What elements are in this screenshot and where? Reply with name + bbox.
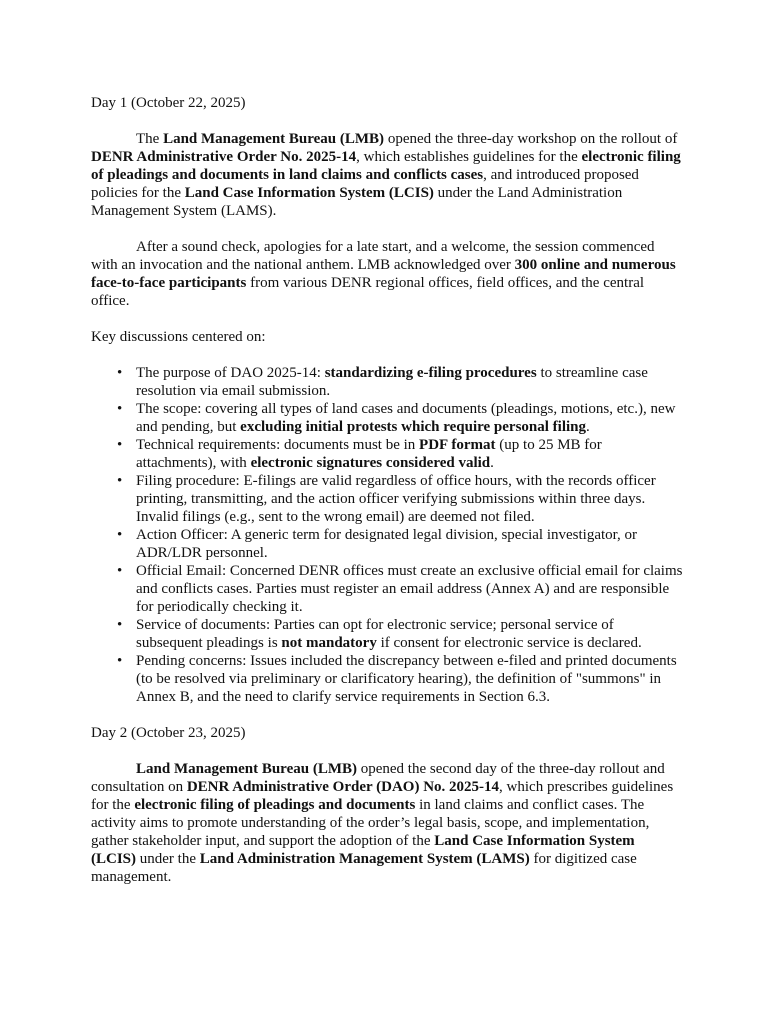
bullet-icon: • — [117, 653, 123, 669]
bullet-icon: • — [117, 473, 123, 489]
day2-heading: Day 2 (October 23, 2025) — [91, 725, 246, 741]
bold-text: 300 online and numerous face-to-face participants — [91, 257, 676, 291]
bold-text: electronic filing of pleadings and documents — [134, 797, 416, 813]
bold-text: standardizing e-filing procedures — [324, 365, 537, 381]
list-item-text: The scope: covering all types of land cases and documents (pleadings, motions, etc.), new and pending, but excluding initial protests which require personal filing. — [136, 401, 676, 435]
list-item — [117, 526, 683, 562]
list-item — [117, 364, 683, 400]
bullet-icon: • — [117, 527, 123, 543]
day1-paragraph-1: The Land Management Bureau (LMB) opened the three-day workshop on the rollout of DENR Administrative Order No. 2025-14, which establishes guidelines for the electronic filing of pleadings and documents in land claims and conflicts cases, and introduced proposed policies for the Land Case Information System (LCIS) under the Land Administration Management System (LAMS). — [91, 131, 681, 219]
bullet-icon: • — [117, 437, 123, 453]
day2-paragraph-1: Land Management Bureau (LMB) opened the second day of the three-day rollout and consultation on DENR Administrative Order (DAO) No. 2025-14, which prescribes guidelines for the electronic filing of pleadings and documents in land claims and conflict cases. The activity aims to promote understanding of the order’s legal basis, scope, and implementation, gather stakeholder input, and support the adoption of the Land Case Information System (LCIS) under the Land Administration Management System (LAMS) for digitized case management. — [91, 761, 674, 885]
bullet-icon: • — [117, 563, 123, 579]
bold-text: not mandatory — [281, 635, 377, 651]
bold-text: Land Case Information System (LCIS) — [184, 185, 434, 201]
bold-text: DENR Administrative Order (DAO) No. 2025-14 — [186, 779, 500, 795]
bold-text: Land Administration Management System (LAMS) — [199, 851, 530, 867]
key-discussions-list — [91, 364, 683, 706]
list-item — [117, 616, 683, 652]
day1-heading: Day 1 (October 22, 2025) — [91, 95, 246, 111]
day1-paragraph-2: After a sound check, apologies for a late start, and a welcome, the session commenced with an invocation and the national anthem. LMB acknowledged over 300 online and numerous face-to-face participants from various DENR regional offices, field offices, and the central office. — [91, 239, 676, 309]
list-item-text: The purpose of DAO 2025-14: standardizing e-filing procedures to streamline case resolution via email submission. — [136, 365, 648, 399]
bullet-icon: • — [117, 617, 123, 633]
bold-text: electronic filing of pleadings and documents in land claims and conflicts cases — [91, 149, 681, 183]
list-item-text: Filing procedure: E-filings are valid regardless of office hours, with the records officer printing, transmitting, and the action officer verifying submissions within three days. Invalid filings (e.g., sent to the wrong email) are deemed not filed. — [136, 473, 656, 525]
document-body — [91, 94, 683, 904]
list-item-text: Official Email: Concerned DENR offices must create an exclusive official email for claims and conflicts cases. Parties must register an email address (Annex A) and are responsible for periodically checking it. — [136, 563, 683, 615]
list-item — [117, 562, 683, 616]
list-item — [117, 652, 683, 706]
bold-text: excluding initial protests which require personal filing — [240, 419, 587, 435]
bullet-icon: • — [117, 401, 123, 417]
bullet-icon: • — [117, 365, 123, 381]
key-discussions-intro: Key discussions centered on: — [91, 329, 266, 345]
list-item-text: Service of documents: Parties can opt for electronic service; personal service of subsequent pleadings is not mandatory if consent for electronic service is declared. — [136, 617, 642, 651]
bold-text: Land Management Bureau (LMB) — [163, 131, 385, 147]
list-item-text: Technical requirements: documents must be in PDF format (up to 25 MB for attachments), with electronic signatures considered valid. — [136, 437, 602, 471]
bold-text: PDF format — [419, 437, 496, 453]
list-item — [117, 472, 683, 526]
list-item — [117, 400, 683, 436]
bold-text: electronic signatures considered valid — [250, 455, 491, 471]
list-item — [117, 436, 683, 472]
list-item-text: Action Officer: A generic term for designated legal division, special investigator, or ADR/LDR personnel. — [136, 527, 638, 561]
bold-text: Land Case Information System (LCIS) — [91, 833, 635, 867]
bold-text: DENR Administrative Order No. 2025-14 — [91, 149, 357, 165]
list-item-text: Pending concerns: Issues included the discrepancy between e-filed and printed documents (to be resolved via preliminary or clarificatory hearing), the definition of "summons" in Annex B, and the need to clarify service requirements in Section 6.3. — [136, 653, 677, 705]
bold-text: Land Management Bureau (LMB) — [136, 761, 357, 777]
